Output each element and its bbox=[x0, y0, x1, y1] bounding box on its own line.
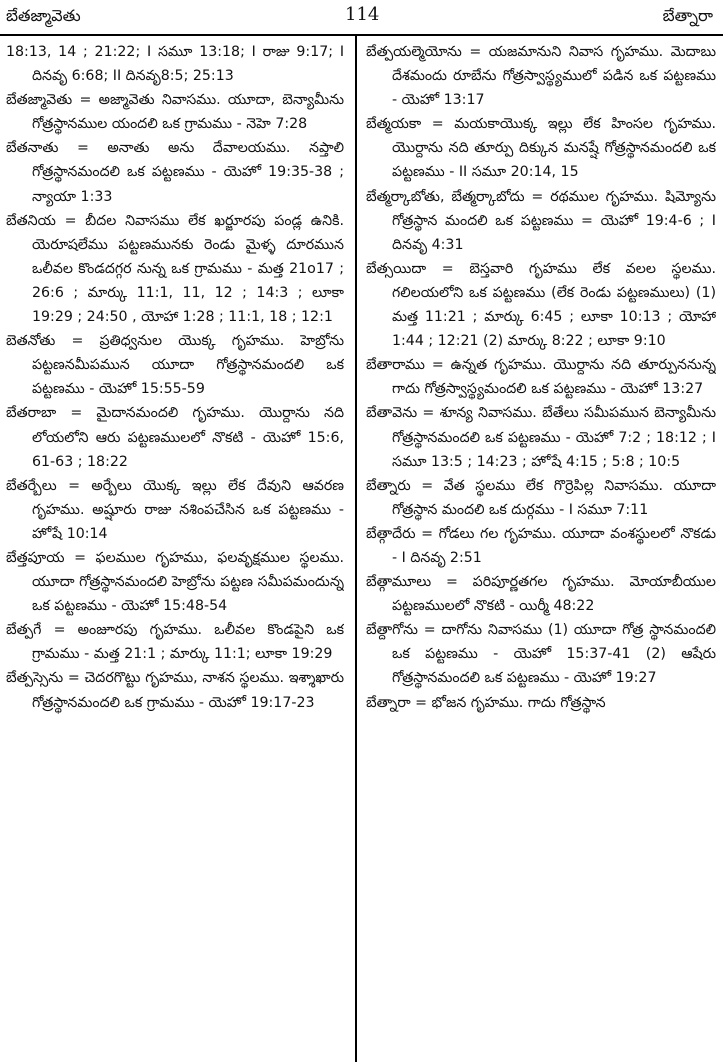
header-rule bbox=[0, 34, 723, 36]
dictionary-entry: బేతరాబా = మైదానమందలి గృహము. యొర్దాను నది లోయలోని ఆరు పట్టణములలో నొకటి - యెహో 15:6, 61-63 ; 18:22 bbox=[6, 405, 344, 470]
dictionary-entry: బేతర్బేలు = అర్బేలు యొక్క ఇల్లు లేక దేవుని ఆవరణ గృహము. అష్షూరు రాజు నశింపచేసిన ఒక పట్టణము - హోషే 10:14 bbox=[6, 477, 344, 542]
right-column bbox=[366, 40, 716, 1058]
column-divider bbox=[355, 36, 357, 1062]
dictionary-entry: బేత్మయకా = మయకాయొక్క ఇల్లు లేక హింసల గృహము. యొర్దాను నది తూర్పు దిక్కున మనష్షే గోత్రస్థానమందలి ఒక పట్టణము - II సమూ 20:14, 15 bbox=[366, 116, 716, 181]
dictionary-entry: బేత్పస్సెను = చెదరగొట్టు గృహము, నాశన స్థలము. ఇశ్శాఖారు గోత్రస్థానమందలి ఒక గ్రామము - యెహో 19:17-23 bbox=[6, 670, 344, 711]
dictionary-entry: 18:13, 14 ; 21:22; I సమూ 13:18; I రాజు 9:17; I దినవృ 6:68; II దినవృ8:5; 25:13 bbox=[6, 44, 344, 85]
dictionary-entry: బేతజ్మావెతు = అజ్మావెతు నివాసము. యూదా, బెన్యామీను గోత్రస్థానముల యందలి ఒక గ్రామము - నెహె 7:28 bbox=[6, 92, 344, 133]
dictionary-entry: బేత్పయల్మెయోను = యజమానుని నివాస గృహము. మెదాబు దేశమందు రూబేను గోత్రస్వాస్థ్యములో పడిన ఒక పట్టణము - యెహో 13:17 bbox=[366, 44, 716, 109]
header-guide-word-left: బేతజ్మావెతు bbox=[6, 6, 81, 25]
dictionary-entry: బేతనాతు = అనాతు అను దేవాలయము. నప్తాలి గోత్రస్థానమందలి ఒక పట్టణము - యెహో 19:35-38 ; న్యాయా 1:33 bbox=[6, 140, 344, 205]
dictionary-entry: బేత్పగే = అంజూరపు గృహము. ఒలీవల కొండపైని ఒక గ్రామము - మత్త 21:1 ; మార్కు 11:1; లూకా 19:29 bbox=[6, 622, 344, 663]
page-header bbox=[0, 0, 723, 34]
dictionary-entry: బేత్నారా = భోజన గృహము. గాదు గోత్రస్థాన bbox=[366, 694, 606, 711]
dictionary-entry: బేత్నారు = వేత స్థలము లేక గొర్రెపిల్ల నివాసము. యూదా గోత్రస్థాన మందలి ఒక దుర్గము - I సమూ 7:11 bbox=[366, 477, 716, 518]
dictionary-entry: బేతనియ = బీదల నివాసము లేక ఖర్జూరపు పండ్ల ఉనికి. యెరూషలేము పట్టణమునకు రెండు మైళ్ళ దూరమున ఒలీవల కొండదగ్గర నున్న ఒక గ్రామము - మత్త 21o17 ; 26:6 ; మార్కు 11:1, 11, 12 ; 14:3 ; లూకా 19:29 ; 24:50 , యోహా 1:28 ; 11:1, 18 ; 12:1 bbox=[6, 212, 344, 326]
header-guide-word-right: బేత్నారా bbox=[662, 6, 713, 25]
dictionary-entry: బేత్గాదేరు = గోడలు గల గృహము. యూదా వంశస్థులలో నొకడు - I దినవృ 2:51 bbox=[366, 525, 716, 566]
dictionary-entry: బేత్సయిదా = బెస్తవారి గృహము లేక వలల స్థలము. గలిలయలోని ఒక పట్టణము (లేక రెండు పట్టణములు) (1) మత్త 11:21 ; మార్కు 6:45 ; లూకా 10:13 ; యోహా 1:44 ; 12:21 (2) మార్కు 8:22 ; లూకా 9:10 bbox=[366, 260, 716, 350]
dictionary-entry: బెతనోతు = ప్రతిధ్వనుల యొక్క గృహము. హెబ్రోను పట్టణనమీపమున యూదా గోత్రస్థానమందలి ఒక పట్టణము - యెహో 15:55-59 bbox=[6, 333, 344, 398]
dictionary-entry: బేతారాము = ఉన్నత గృహము. యొర్దాను నది తూర్పుననున్న గాదు గోత్రస్వాస్థ్యమందలి ఒక పట్టణము - యెహో 13:27 bbox=[366, 357, 716, 398]
dictionary-entry: బేత్దాగోను = దాగోను నివాసము (1) యూదా గోత్ర స్థానమందలి ఒక పట్టణము - యెహో 15:37-41 (2) ఆషేరు గోత్రస్థానమందలి ఒక పట్టణము - యెహో 19:27 bbox=[366, 622, 716, 687]
dictionary-entry: బేత్మర్కాబోతు, బేత్మర్కాబోదు = రథముల గృహము. షిమ్యోను గోత్రస్థాన మందలి ఒక పట్టణము = యెహో 19:4-6 ; I దినవృ 4:31 bbox=[366, 188, 716, 253]
dictionary-entry: బేతావెను = శూన్య నివాసము. బేతేలు సమీపమున బెన్యామీను గోత్రస్థానమందలి ఒక పట్టణము - యెహో 7:2 ; 18:12 ; I సమూ 13:5 ; 14:23 ; హోషే 4:15 ; 5:8 ; 10:5 bbox=[366, 405, 716, 470]
left-column bbox=[6, 40, 344, 1058]
page-number: 114 bbox=[345, 4, 380, 25]
dictionary-entry: బేత్తపూయ = ఫలముల గృహము, ఫలవృక్షముల స్థలము. యూదా గోత్రస్థానమందలి హెబ్రోను పట్టణ సమీపమందున్న ఒక పట్టణము - యెహో 15:48-54 bbox=[6, 549, 344, 615]
dictionary-entry: బేత్గామూలు = పరిపూర్ణతగల గృహము. మోయాబీయుల పట్టణములలో నొకటి - యిర్మీ 48:22 bbox=[366, 574, 716, 615]
